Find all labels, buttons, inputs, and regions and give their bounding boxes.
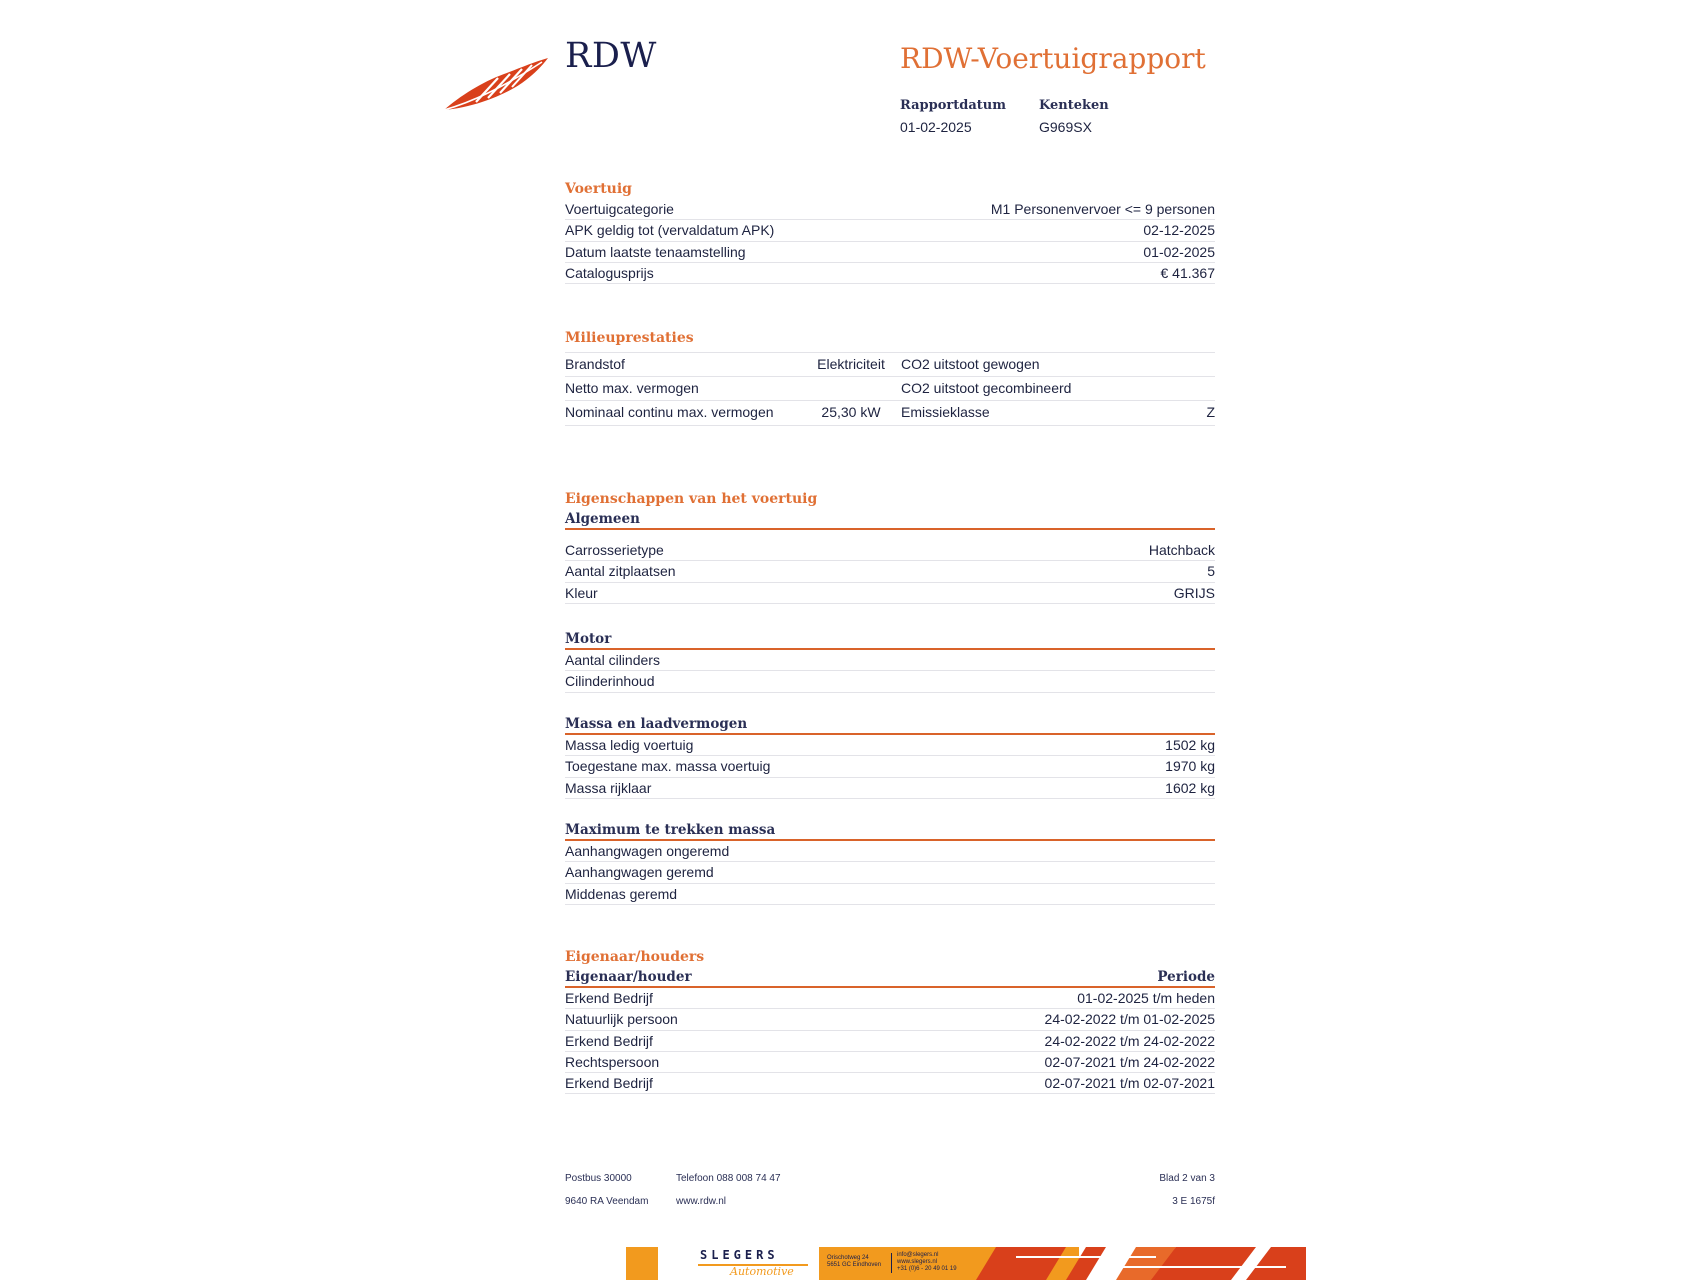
license-plate [1039,98,1109,135]
section-voertuig [565,179,1215,284]
row-label: Middenas geremd [565,885,678,902]
row-label: Catalogusprijs [565,264,654,281]
row-label: Netto max. vermogen [565,379,699,396]
section-milieuprestaties [565,328,1215,426]
banner-address [827,1255,881,1269]
banner-stripes-graphic [956,1247,1306,1280]
row-value: 24-02-2022 t/m 24-02-2022 [1044,1032,1215,1049]
report-date-value: 01-02-2025 [900,119,972,135]
row-value: 24-02-2022 t/m 01-02-2025 [1044,1011,1215,1028]
subsection-motor-block [565,629,1215,693]
row-label: Aanhangwagen ongeremd [565,843,730,859]
banner-brand-block [658,1247,818,1280]
dealer-banner [626,1247,1306,1280]
table-row [565,671,1215,692]
row-label: Kleur [565,584,598,601]
row-label: Aantal cilinders [565,652,660,668]
row-value [1141,377,1215,401]
subsection-massa-block [565,714,1215,799]
report-title: RDW-Voertuigrapport [900,42,1206,75]
row-label: Erkend Bedrijf [565,990,653,1006]
row-value: 01-02-2025 t/m heden [1077,990,1215,1006]
banner-tagline: Automotive [730,1265,794,1278]
banner-phone: +31 (0)6 - 20 49 01 19 [897,1266,957,1272]
license-plate-label: Kenteken [1039,98,1109,113]
row-label: Datum laatste tenaamstelling [565,243,746,260]
row-value: 1602 kg [1165,779,1215,796]
row-label: Erkend Bedrijf [565,1075,653,1092]
section-title-voertuig: Voertuig [565,181,632,197]
row-label: CO2 uitstoot gecombineerd [901,379,1072,396]
owner-column-header: Eigenaar/houder [565,969,692,985]
row-label: Brandstof [565,356,625,372]
table-row [565,561,1215,582]
table-row [565,1073,1215,1094]
table-row [565,242,1215,263]
banner-contact-divider [891,1253,892,1273]
table-row [565,884,1215,905]
table-row [565,1052,1215,1073]
table-row [565,352,1215,377]
row-label: Massa rijklaar [565,779,652,796]
table-row [565,862,1215,883]
row-value: GRIJS [1173,584,1215,601]
rdw-logo-text: RDW [565,36,657,76]
table-row [565,1009,1215,1030]
row-value [1141,353,1215,376]
subsection-title: Motor [565,631,612,647]
table-row [565,988,1215,1009]
row-label: Aantal zitplaatsen [565,563,676,580]
row-value: 01-02-2025 [1143,243,1215,260]
subsection-trekken-block [565,820,1215,905]
footer-postbus: Postbus 30000 [565,1173,632,1184]
section-title-eigenaar: Eigenaar/houders [565,949,705,965]
row-value: 02-12-2025 [1143,222,1215,239]
banner-address-line-1: Orischotweg 24 [827,1255,869,1261]
row-value: 02-07-2021 t/m 02-07-2021 [1044,1075,1215,1092]
banner-contact [897,1252,957,1273]
section-eigenaar [565,947,1215,1094]
banner-website: www.slegers.nl [897,1259,938,1265]
section-title-eigenschappen: Eigenschappen van het voertuig [565,491,818,507]
footer-doc-code: 3 E 1675f [1172,1196,1215,1207]
period-column-header: Periode [1157,969,1215,985]
license-plate-value: G969SX [1039,119,1092,135]
row-label: Emissieklasse [901,404,990,420]
table-row [565,377,1215,402]
table-row [565,756,1215,777]
table-row [565,540,1215,561]
banner-brand-text: SLEGERS [700,1248,779,1262]
row-value: 1502 kg [1165,737,1215,753]
table-row [565,735,1215,756]
table-row [565,583,1215,604]
row-label: Rechtspersoon [565,1053,660,1070]
row-label: Aanhangwagen geremd [565,864,714,881]
section-title-milieu: Milieuprestaties [565,330,694,346]
footer-website: www.rdw.nl [676,1196,727,1207]
row-value: Z [1206,404,1215,420]
subsection-algemeen [565,509,1215,530]
row-value: Elektriciteit [817,356,885,372]
row-label: CO2 uitstoot gewogen [901,356,1040,372]
row-label: Nominaal continu max. vermogen [565,404,774,420]
table-row [565,199,1215,220]
footer-page-number: Blad 2 van 3 [1159,1173,1215,1184]
subsection-title: Algemeen [565,511,640,527]
footer-phone: Telefoon 088 008 74 47 [676,1173,781,1184]
subsection-title: Massa en laadvermogen [565,716,748,732]
row-value: 02-07-2021 t/m 24-02-2022 [1044,1053,1215,1070]
row-label: Natuurlijk persoon [565,1011,678,1028]
banner-orange-strip [626,1247,658,1280]
row-label: Toegestane max. massa voertuig [565,758,771,775]
table-row [565,650,1215,671]
table-row [565,1031,1215,1052]
row-value: 1970 kg [1165,758,1215,775]
banner-address-line-2: 5651 GC Eindhoven [827,1262,882,1268]
row-value: Hatchback [1148,542,1215,558]
subsection-title: Maximum te trekken massa [565,822,776,838]
footer-address: 9640 RA Veendam [565,1196,649,1207]
row-value: 25,30 kW [821,404,881,420]
banner-email: info@slegers.nl [897,1252,939,1258]
row-label: Massa ledig voertuig [565,737,694,753]
report-date-label: Rapportdatum [900,98,1006,113]
row-label: APK geldig tot (vervaldatum APK) [565,222,775,239]
subsection-trekken [565,820,1215,841]
row-value: € 41.367 [1160,264,1215,281]
row-value: 5 [1207,563,1215,580]
subsection-motor [565,629,1215,650]
section-eigenschappen [565,489,1215,604]
table-row [565,401,1215,426]
row-label: Carrosserietype [565,542,664,558]
row-value: M1 Personenvervoer <= 9 personen [990,201,1215,217]
rdw-feather-logo [442,52,550,114]
row-label: Erkend Bedrijf [565,1032,653,1049]
table-row [565,220,1215,241]
table-row [565,263,1215,284]
owners-header [565,967,1215,988]
subsection-massa [565,714,1215,735]
row-value [801,377,901,401]
table-row [565,841,1215,862]
table-row [565,778,1215,799]
report-date [900,98,1006,135]
row-label: Cilinderinhoud [565,673,655,690]
row-label: Voertuigcategorie [565,201,674,217]
